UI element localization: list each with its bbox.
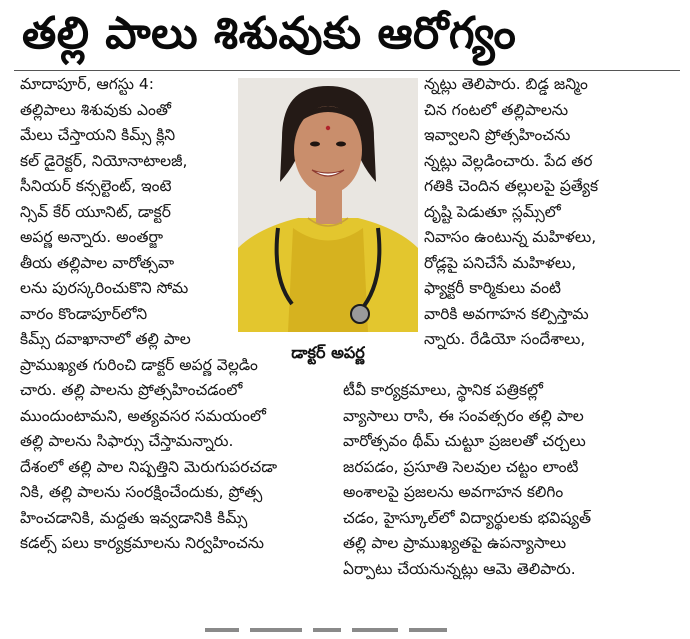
text-line: న్నారు. రేడియో సందేశాలు, bbox=[424, 330, 586, 348]
text-line: చారు. తల్లి పాలను ప్రోత్సహించడంలో bbox=[20, 381, 243, 399]
text-line: ఫ్యాక్టరీ కార్మికులు వంటి bbox=[424, 279, 561, 297]
right-eye bbox=[336, 142, 346, 147]
text-line: సీనియర్ కన్సల్టెంట్, ఇంటె bbox=[20, 177, 172, 195]
fragment-mark bbox=[313, 628, 341, 632]
text-line: వారికి అవగాహన కల్పిస్తామ bbox=[424, 304, 589, 323]
text-line: నివాసం ఉంటున్న మహిళలు, bbox=[424, 228, 597, 246]
text-line: మేలు చేస్తాయని కిమ్స్ క్లిని bbox=[20, 126, 176, 144]
text-line: న్సివ్ కేర్ యూనిట్, డాక్టర్ bbox=[20, 202, 171, 221]
article-column-bottom bbox=[343, 378, 680, 610]
fragment-mark bbox=[250, 628, 302, 632]
text-line: ముందుంటామని, అత్యవసర సమయంలో bbox=[20, 406, 266, 425]
text-line: కడల్స్ పలు కార్యక్రమాలను నిర్వహించను bbox=[20, 534, 265, 552]
face bbox=[294, 106, 362, 194]
text-line: మాదాపూర్, ఆగస్టు 4: bbox=[20, 75, 155, 93]
text-line: అపర్ణ అన్నారు. అంతర్జా bbox=[20, 228, 163, 246]
fragment-mark bbox=[409, 628, 447, 632]
article-column-right bbox=[424, 72, 678, 372]
fragment-mark bbox=[352, 628, 398, 632]
doctor-photo bbox=[238, 78, 418, 332]
text-line: తల్లి పాల ప్రాముఖ్యతపై ఉపన్యాసాలు bbox=[343, 534, 567, 552]
photo-caption: డాక్టర్ అపర్ణ bbox=[291, 343, 365, 362]
text-line: హించడానికి, మద్దతు ఇవ్వడానికి కిమ్స్ bbox=[20, 508, 248, 527]
bindi bbox=[326, 126, 330, 130]
cropped-next-article-fragment bbox=[205, 628, 485, 636]
text-line: దృష్టి పెడుతూ స్లమ్స్‌లో bbox=[424, 202, 561, 221]
text-line: కిమ్స్ దవాఖానాలో తల్లి పాల bbox=[20, 330, 191, 348]
doctor-portrait-illustration bbox=[238, 78, 418, 332]
fragment-mark bbox=[205, 628, 239, 632]
text-line: రోడ్లపై పనిచేసే మహిళలు, bbox=[424, 253, 577, 272]
text-line: జరపడం, ప్రసూతి సెలవుల చట్టం లాంటి bbox=[343, 457, 579, 476]
text-line: నికి, తల్లి పాలను సంరక్షించేందుకు, ప్రోత్స bbox=[20, 483, 263, 501]
text-line: తల్లిపాలు శిశువుకు ఎంతో bbox=[20, 100, 171, 119]
text-line: లను పురస్కరించుకొని సోమ bbox=[20, 279, 189, 297]
text-line: ప్రాముఖ్యత గురించి డాక్టర్ అపర్ణ వెల్లడిం bbox=[20, 355, 258, 374]
left-eye bbox=[310, 142, 320, 147]
text-line: కల్ డైరెక్టర్, నియోనాటాలజీ, bbox=[20, 151, 188, 170]
text-line: వారం కొండాపూర్‌లోని bbox=[20, 304, 148, 323]
text-line: తీయ తల్లిపాల వారోత్సవా bbox=[20, 253, 175, 272]
text-line: వ్యాసాలు రాసి, ఈ సంవత్సరం తల్లి పాల bbox=[343, 406, 584, 425]
text-line: న్నట్లు తెలిపారు. బిడ్డ జన్మిం bbox=[424, 75, 588, 93]
article-headline: తల్లి పాలు శిశువుకు ఆరోగ్యం bbox=[22, 8, 517, 59]
text-line: చడం, హైస్కూల్‌లో విద్యార్థులకు భవిష్యత్ bbox=[343, 508, 592, 527]
text-line: ఏర్పాటు చేయనున్నట్లు ఆమె తెలిపారు. bbox=[343, 559, 576, 578]
headline-divider bbox=[14, 70, 680, 71]
text-line: న్నట్లు వెల్లడించారు. పేద తర bbox=[424, 151, 593, 170]
text-line: అంశాలపై ప్రజలను అవగాహన కలిగిం bbox=[343, 483, 564, 501]
stethoscope-chestpiece bbox=[351, 305, 369, 323]
text-line: వారోత్సవం థీమ్ చుట్టూ ప్రజలతో చర్చలు bbox=[343, 432, 586, 450]
text-line: తల్లి పాలను సిఫార్సు చేస్తామన్నారు. bbox=[20, 432, 234, 450]
text-line: టీవీ కార్యక్రమాలు, స్థానిక పత్రికల్లో bbox=[343, 381, 543, 399]
text-line: దేశంలో తల్లి పాల నిష్పత్తిని మెరుగుపరచడా bbox=[20, 457, 278, 476]
text-line: ఇవ్వాలని ప్రోత్సహించను bbox=[424, 126, 571, 144]
neck bbox=[316, 190, 342, 224]
text-line: చిన గంటలో తల్లిపాలను bbox=[424, 100, 569, 119]
text-line: గతికి చెందిన తల్లులపై ప్రత్యేక bbox=[424, 177, 599, 195]
